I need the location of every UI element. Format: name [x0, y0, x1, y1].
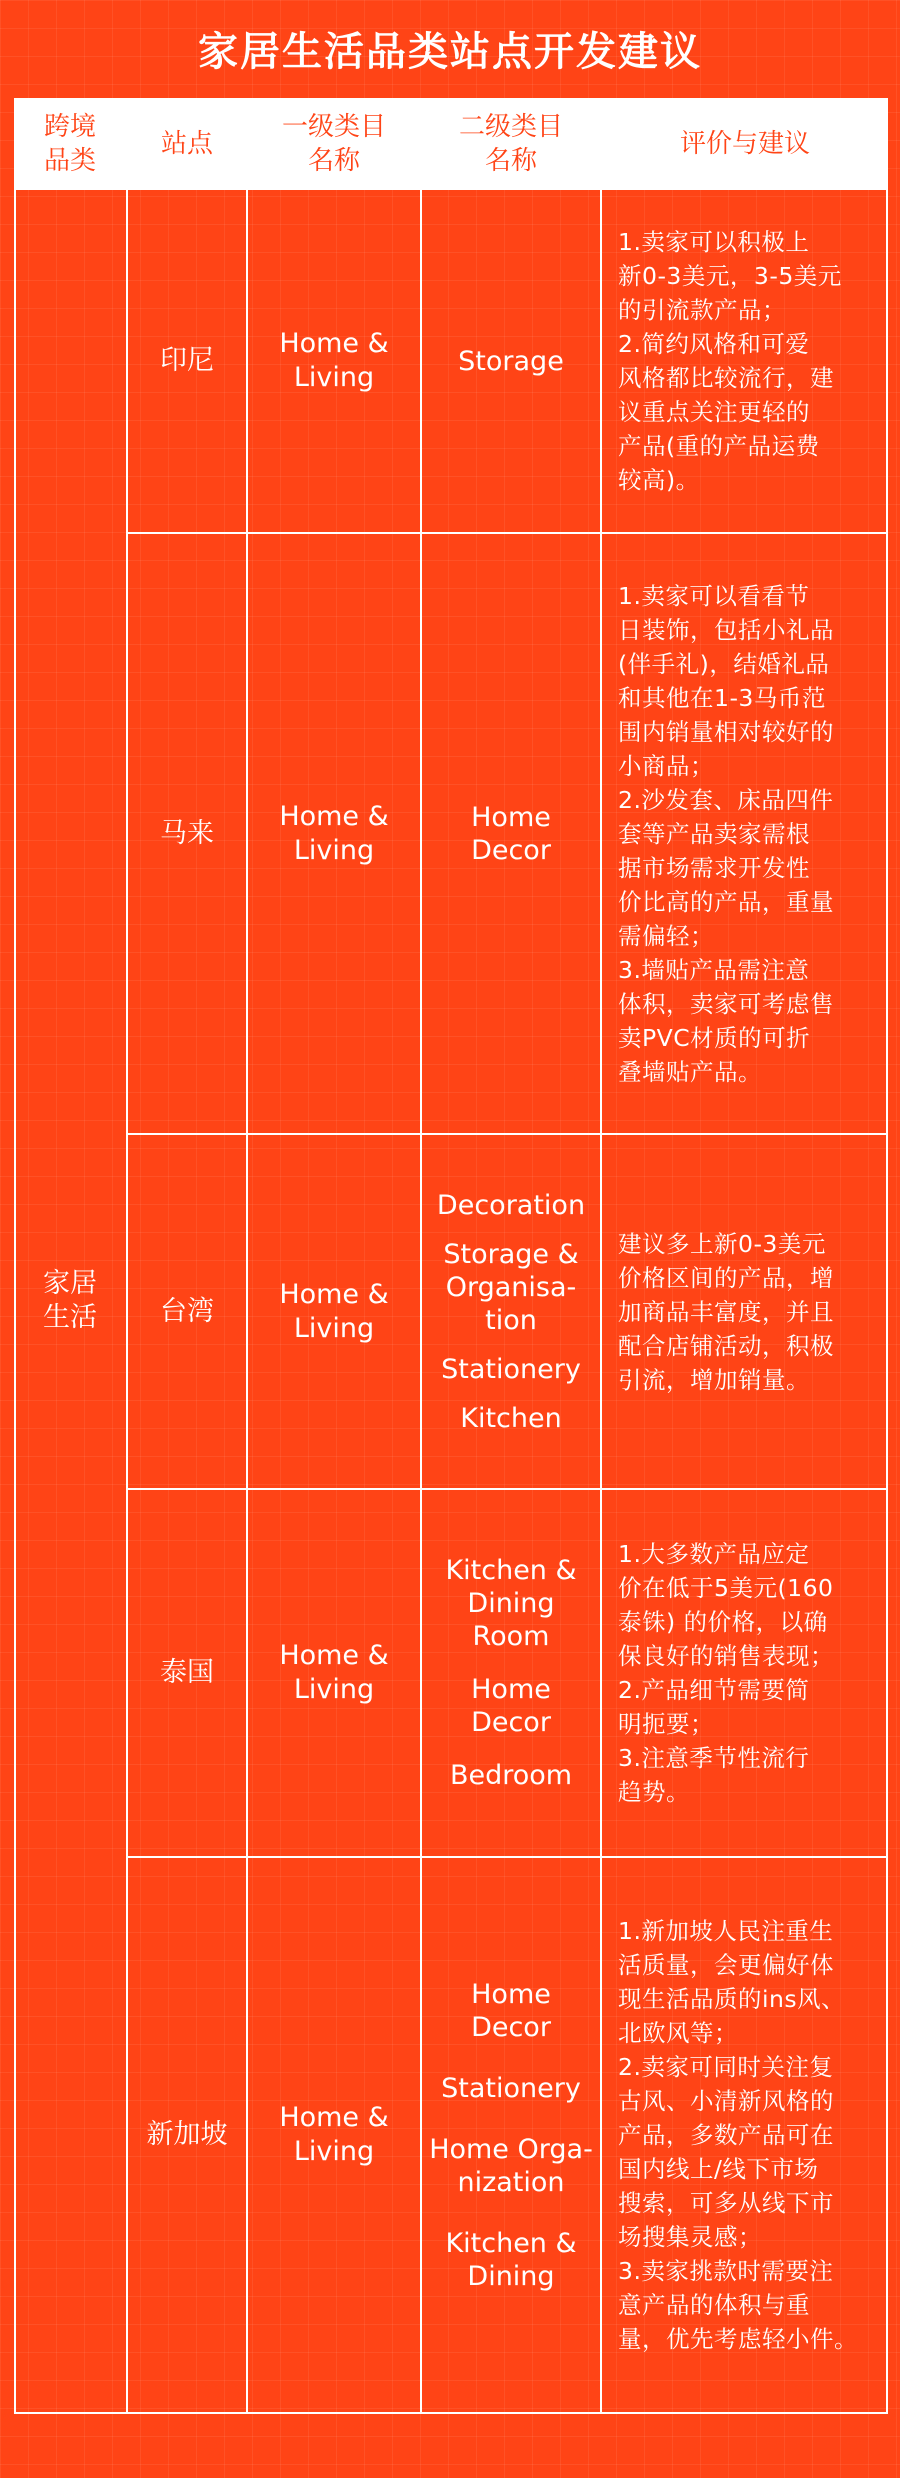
- site-cell: 台湾: [160, 1295, 214, 1327]
- level1-cell: Home & Living: [279, 328, 389, 393]
- advice-cell: 1.卖家可以积极上 新0-3美元，3-5美元 的引流款产品； 2.简约风格和可爱 风格都比较流行，建 议重点关注更轻的 产品(重的产品运费 较高)。: [618, 228, 842, 494]
- site-cell: 泰国: [160, 1657, 214, 1688]
- level1-cell: Home & Living: [279, 2102, 389, 2167]
- header-advice: 评价与建议: [679, 129, 810, 159]
- page-title: 家居生活品类站点开发建议: [198, 28, 702, 75]
- subcategory-label: Stationery: [441, 2072, 581, 2104]
- table-border-bottom: [14, 2412, 888, 2414]
- header-level1: 一级类目 名称: [281, 112, 386, 176]
- advice-cell: 1.大多数产品应定 价在低于5美元(160 泰铢) 的价格，以确 保良好的销售表现； 2.产品细节需要简 明扼要； 3.注意季节性流行 趋势。: [618, 1540, 834, 1806]
- category-cell: 家居 生活: [43, 1268, 97, 1333]
- subcategory-label: Kitchen & Dining Room: [445, 1555, 577, 1652]
- subcategory-label: Home Decor: [471, 1978, 551, 2043]
- level1-cell: Home & Living: [279, 800, 389, 866]
- subcategory-label: Storage & Organisa- tion: [443, 1238, 579, 1336]
- level2-cell: [422, 1135, 600, 1488]
- site-cell: 新加坡: [146, 2119, 228, 2150]
- advice-cell: 1.卖家可以看看节 日装饰，包括小礼品 (伴手礼)，结婚礼品 和其他在1-3马币范 围内销量相对较好的 小商品； 2.沙发套、床品四件 套等产品卖家需根 据市场需求开发性 价比高的产品，重量 需偏轻； 3.墙贴产品需注意 体积，卖家可考虑售 卖PVC材质的可折 叠墙贴产品。: [618, 581, 834, 1086]
- subcategory-label: Kitchen & Dining: [445, 2227, 577, 2292]
- level2-cell: [422, 1858, 600, 2412]
- subcategory-label: Kitchen: [460, 1402, 562, 1434]
- level2-cell: [422, 190, 600, 532]
- header-category: 跨境 品类: [43, 112, 96, 176]
- header-site: 站点: [160, 129, 213, 159]
- level2-cell: [422, 534, 600, 1133]
- advice-cell: 1.新加坡人民注重生 活质量，会更偏好体 现生活品质的ins风、 北欧风等； 2.卖家可同时关注复 古风、小清新风格的 产品，多数产品可在 国内线上/线下市场 搜索，可多从线下市 场搜集灵感； 3.卖家挑款时需要注 意产品的体积与重 量，优先考虑轻小件。: [618, 1917, 858, 2353]
- level2-cell: [422, 1490, 600, 1856]
- subcategory-label: Home Orga- nization: [429, 2133, 593, 2198]
- level1-cell: Home & Living: [279, 1640, 389, 1705]
- subcategory-label: Home Decor: [471, 1674, 551, 1738]
- header-level2: 二级类目 名称: [458, 112, 563, 176]
- subcategory-label: Decoration: [436, 1189, 586, 1221]
- column-divider: [600, 190, 602, 2414]
- site-cell: 印尼: [160, 345, 214, 376]
- subcategory-label: Bedroom: [449, 1760, 573, 1791]
- site-cell: 马来: [160, 817, 214, 849]
- table-border-right: [886, 190, 888, 2414]
- level1-cell: Home & Living: [279, 1278, 389, 1344]
- subcategory-label: Home Decor: [471, 801, 551, 866]
- advice-cell: 建议多上新0-3美元 价格区间的产品，增 加商品丰富度，并且 配合店铺活动，积极 引流，增加销量。: [618, 1229, 834, 1394]
- subcategory-label: Stationery: [441, 1353, 581, 1385]
- subcategory-label: Storage: [458, 345, 564, 377]
